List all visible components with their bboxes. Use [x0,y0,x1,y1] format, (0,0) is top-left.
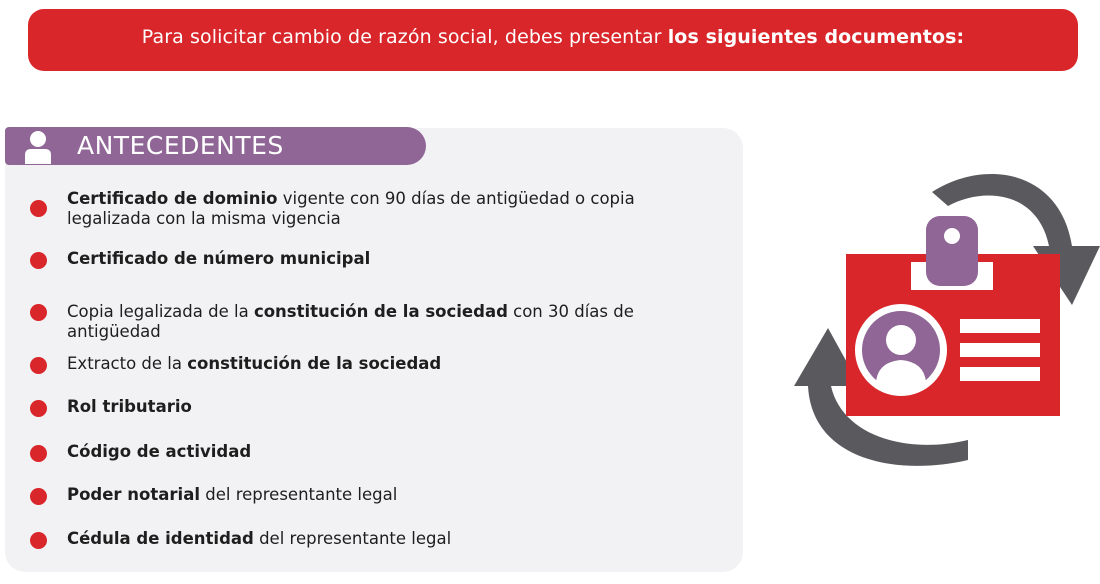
bullet-icon [30,304,47,321]
id-card-line-3 [960,367,1040,381]
bullet-icon [30,200,47,217]
id-card-exchange-icon [788,162,1100,472]
list-item-text: Extracto de la constitución de la sociedad [67,354,442,373]
list-item-text: Certificado de dominio vigente con 90 días de antigüedad o copia legalizada con la misma vigencia [67,189,635,228]
id-card-line-1 [960,319,1040,333]
bullet-icon [30,252,47,269]
list-item-text: Código de actividad [67,442,252,461]
bullet-icon [30,532,47,549]
banner-text: Para solicitar cambio de razón social, debes presentar los siguientes documentos: [141,26,965,48]
bullet-icon [30,400,47,417]
bullet-icon [30,488,47,505]
banner-text-bold: los siguientes documentos: [667,26,965,48]
list-item-text: Certificado de número municipal [67,249,371,268]
id-card-avatar-head [886,325,916,355]
bullet-icon [30,357,47,374]
id-card-clip-hole [944,228,960,244]
id-card-clip [926,216,978,286]
list-item-text: Poder notarial del representante legal [67,485,398,504]
section-title: ANTECEDENTES [77,131,284,160]
list-item-text: Cédula de identidad del representante legal [67,529,452,548]
bullet-icon [30,445,47,462]
id-card-line-2 [960,343,1040,357]
list-item-text: Copia legalizada de la constitución de la sociedad con 30 días de antigüedad [67,302,634,341]
info-banner [28,9,1078,71]
person-icon [23,130,53,164]
section-header [5,127,426,165]
list-item-text: Rol tributario [67,397,192,416]
